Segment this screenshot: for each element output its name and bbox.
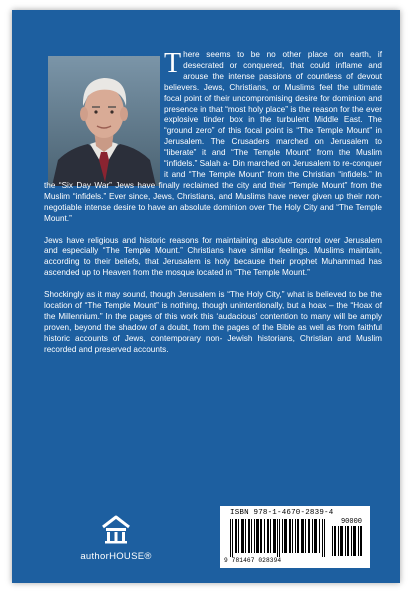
barcode-number: 9 781467 028394 [224,557,282,564]
paragraph-2: Jews have religious and historic reasons for maintaining absolute control over Jerusalem and especially “The Temple Mount.” Christians have similar feelings. Muslims maintain, according to their beliefs, that Jerusalem is holy because their prophet Muhammad has ascended up to Heaven from the mosque located in “The Temple Mount.” [44,235,382,278]
publisher-name: authorHOUSE® [80,551,152,562]
isbn-barcode [220,506,370,568]
publisher-logo [74,514,158,562]
paragraph-3: Shockingly as it may sound, though Jerusalem is “The Holy City,” what is believed to be the location of “The Temple Mount” is nothing, though unintentionally, but a hoax – the “Hoax of the Millennium.” In the pages of this work this ‘audacious’ contention to many will be amply proven, beyond the shadow of a doubt, from the pages of the Bible as well as from faithful historic accounts of Jews, contemporary non- Jewish historians, Christian and Muslim recorded and preserved accounts. [44,290,382,354]
drop-cap: T [164,48,182,79]
price-code: 90000 [340,518,362,526]
paragraph-1 [44,50,382,225]
paragraph-1-text: here seems to be no other place on earth, if desecrated or conquered, that could inflame and arouse the intense passions of countless of devout believers. Jews, Christians, or Muslims feel the ultimate focal point of their uncompromising desire for dominion and presence in that “most holy place” is the reason for the ever explosive tinder box in the turbulent Middle East. The “ground zero” of this focal point is “The Temple Mount” in Jerusalem. The Crusaders marched on Jerusalem to “liberate” it and “The Temple Mount” from the Muslim “infidels.” Salah a- Din marched on Jerusalem to re-conquer it and “The Temple Mount” from the Christian “infidels.” In the “Six Day War” Jews have finally reclaimed the city and their “Temple Mount” from the Muslim “infidels.” Ever since, Jews, Christians, and Muslims have never given up their non-negotiable intense desire to have an absolute dominion over The Holy City and “The Temple Mount.” [44,50,382,223]
addon-barcode-icon [332,526,362,556]
book-back-cover [12,10,400,583]
barcode-icon [230,519,328,557]
photo-wrap-spacer [44,50,164,172]
back-cover-text [44,50,382,367]
isbn-text: ISBN 978-1-4670-2839-4 [230,509,334,517]
authorhouse-logo-icon [99,514,133,544]
